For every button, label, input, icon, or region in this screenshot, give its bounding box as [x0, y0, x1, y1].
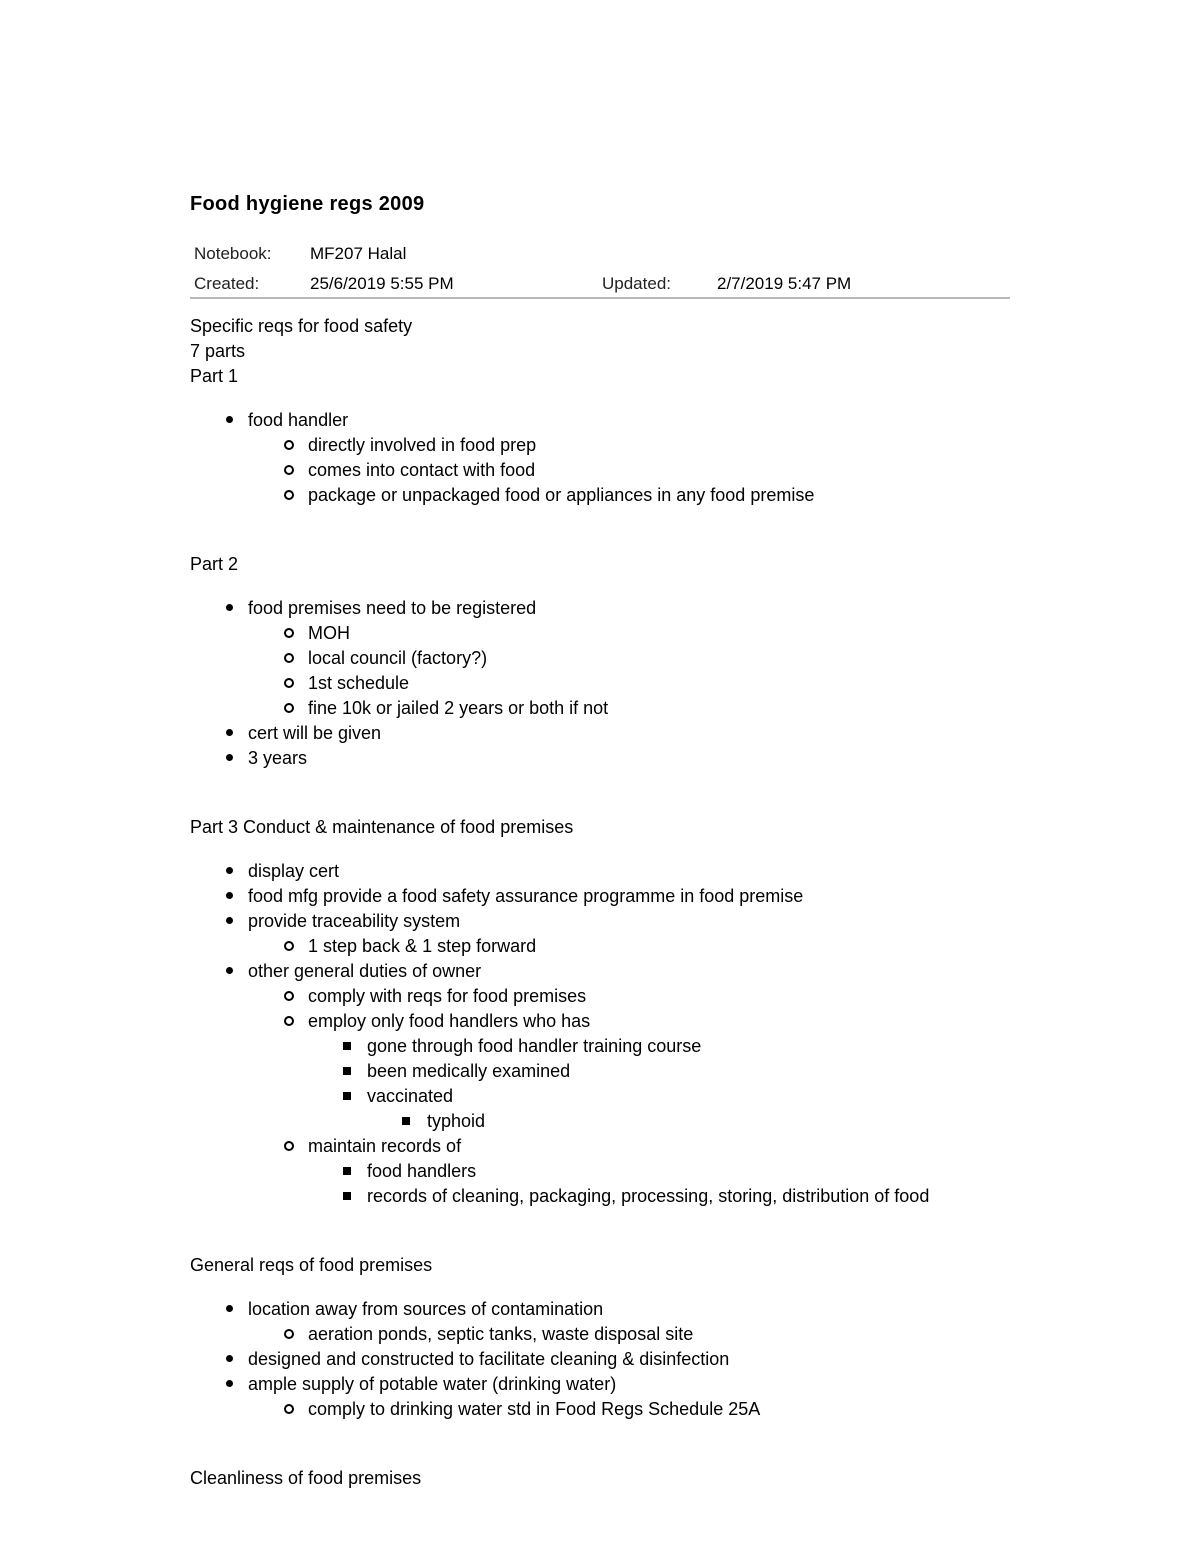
list-item: food mfg provide a food safety assurance programme in food premise: [190, 884, 1070, 909]
list-item: ample supply of potable water (drinking water): [190, 1372, 1070, 1397]
section-heading: General reqs of food premises: [190, 1255, 433, 1275]
created-value: 25/6/2019 5:55 PM: [310, 274, 454, 293]
section-heading: Part 2: [190, 554, 239, 574]
list-item: comes into contact with food: [190, 458, 1070, 483]
circle-bullet-icon: [284, 465, 294, 475]
square-bullet-icon: [402, 1117, 410, 1125]
square-bullet-icon: [343, 1067, 351, 1075]
section-heading: Part 1: [190, 366, 239, 386]
list-item: food handler: [190, 408, 1070, 433]
circle-bullet-icon: [284, 440, 294, 450]
disc-bullet-icon: [226, 1305, 233, 1312]
intro-line: 7 parts: [190, 341, 246, 361]
disc-bullet-icon: [226, 729, 233, 736]
intro-line: Specific reqs for food safety: [190, 316, 413, 336]
list-item: been medically examined: [190, 1059, 1070, 1084]
list-item: MOH: [190, 621, 1070, 646]
square-bullet-icon: [343, 1042, 351, 1050]
part2-list: [190, 596, 1070, 771]
part3-list: [190, 859, 1070, 1209]
disc-bullet-icon: [226, 1380, 233, 1387]
list-item: directly involved in food prep: [190, 433, 1070, 458]
square-bullet-icon: [343, 1092, 351, 1100]
list-item: location away from sources of contamination: [190, 1297, 1070, 1322]
circle-bullet-icon: [284, 628, 294, 638]
disc-bullet-icon: [226, 892, 233, 899]
list-item: display cert: [190, 859, 1070, 884]
circle-bullet-icon: [284, 1016, 294, 1026]
note-metadata: [194, 242, 1010, 302]
notebook-value: MF207 Halal: [310, 244, 407, 263]
disc-bullet-icon: [226, 917, 233, 924]
disc-bullet-icon: [226, 867, 233, 874]
list-item: 3 years: [190, 746, 1070, 771]
disc-bullet-icon: [226, 754, 233, 761]
section-heading: Cleanliness of food premises: [190, 1468, 422, 1488]
notebook-row: [194, 242, 1010, 272]
disc-bullet-icon: [226, 967, 233, 974]
list-item: package or unpackaged food or appliances in any food premise: [190, 483, 1070, 508]
list-item: 1 step back & 1 step forward: [190, 934, 1070, 959]
note-title: Food hygiene regs 2009: [190, 193, 425, 215]
list-item: 1st schedule: [190, 671, 1070, 696]
circle-bullet-icon: [284, 1141, 294, 1151]
general-reqs-list: [190, 1297, 1070, 1422]
list-item: comply to drinking water std in Food Regs Schedule 25A: [190, 1397, 1070, 1422]
list-item: provide traceability system: [190, 909, 1070, 934]
circle-bullet-icon: [284, 703, 294, 713]
list-item: food handlers: [190, 1159, 1070, 1184]
note-body: [190, 314, 1070, 1491]
list-item: vaccinated: [190, 1084, 1070, 1109]
disc-bullet-icon: [226, 1355, 233, 1362]
list-item: food premises need to be registered: [190, 596, 1070, 621]
disc-bullet-icon: [226, 416, 233, 423]
square-bullet-icon: [343, 1167, 351, 1175]
list-item: other general duties of owner: [190, 959, 1070, 984]
list-item: gone through food handler training course: [190, 1034, 1070, 1059]
list-item: fine 10k or jailed 2 years or both if not: [190, 696, 1070, 721]
updated-value: 2/7/2019 5:47 PM: [717, 274, 852, 293]
circle-bullet-icon: [284, 653, 294, 663]
circle-bullet-icon: [284, 490, 294, 500]
list-item: records of cleaning, packaging, processing, storing, distribution of food: [190, 1184, 1070, 1209]
disc-bullet-icon: [226, 604, 233, 611]
updated-label: Updated:: [602, 274, 671, 293]
created-label: Created:: [194, 274, 260, 293]
list-item: maintain records of: [190, 1134, 1070, 1159]
circle-bullet-icon: [284, 1329, 294, 1339]
circle-bullet-icon: [284, 991, 294, 1001]
list-item: aeration ponds, septic tanks, waste disposal site: [190, 1322, 1070, 1347]
part1-list: [190, 408, 1070, 508]
list-item: comply with reqs for food premises: [190, 984, 1070, 1009]
notebook-label: Notebook:: [194, 244, 272, 263]
list-item: employ only food handlers who has: [190, 1009, 1070, 1034]
list-item: typhoid: [190, 1109, 1070, 1134]
section-heading: Part 3 Conduct & maintenance of food premises: [190, 817, 574, 837]
circle-bullet-icon: [284, 941, 294, 951]
list-item: cert will be given: [190, 721, 1070, 746]
circle-bullet-icon: [284, 1404, 294, 1414]
metadata-divider: [190, 297, 1010, 299]
circle-bullet-icon: [284, 678, 294, 688]
list-item: designed and constructed to facilitate cleaning & disinfection: [190, 1347, 1070, 1372]
list-item: local council (factory?): [190, 646, 1070, 671]
square-bullet-icon: [343, 1192, 351, 1200]
